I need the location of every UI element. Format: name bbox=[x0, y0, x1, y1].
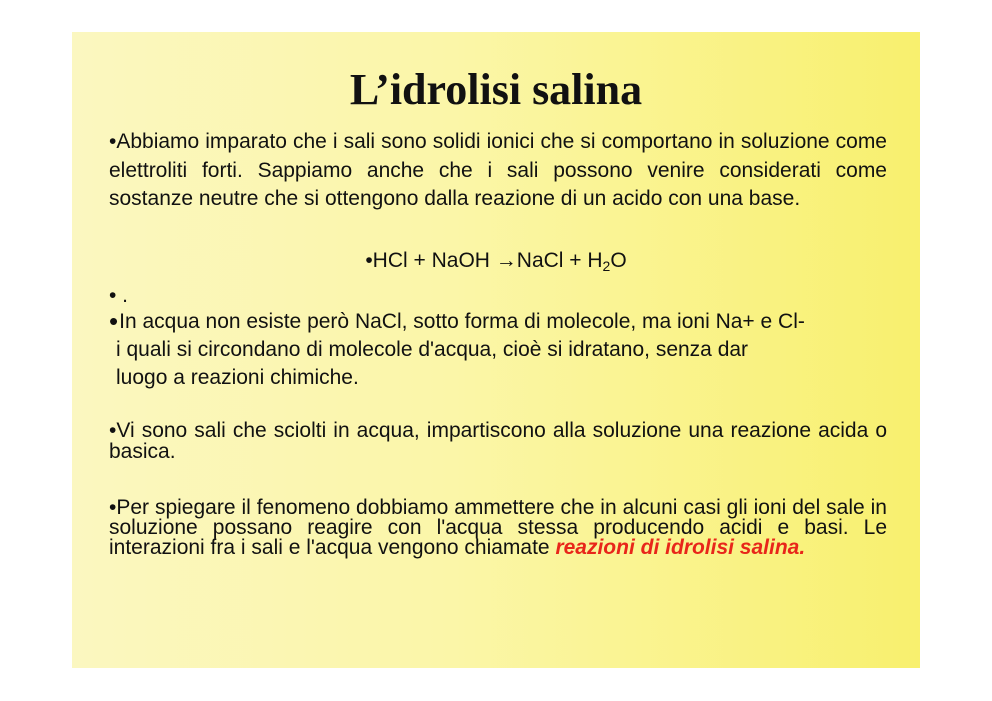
paragraph-sali-acidi-basici: •Vi sono sali che sciolti in acqua, impartiscono alla soluzione una reazione acida o basica. bbox=[109, 419, 887, 463]
bullet-marker: • bbox=[109, 306, 119, 336]
slide bbox=[72, 32, 920, 668]
highlight-term: reazioni di idrolisi salina. bbox=[555, 536, 806, 559]
empty-bullet-line: • . bbox=[109, 284, 129, 307]
reaction-equation bbox=[72, 248, 920, 274]
paragraph-line: luogo a reazioni chimiche. bbox=[116, 366, 359, 389]
paragraph-line: i quali si circondano di molecole d'acqua, cioè si idratano, senza dar bbox=[116, 338, 749, 361]
paragraph-nacl-in-acqua bbox=[109, 308, 899, 392]
paragraph-text: •Per spiegare il fenomeno dobbiamo ammettere che in alcuni casi gli ioni del sale in soluzione possano reagire con l'acqua stessa producendo acidi e basi. Le interazioni fra i sali e l'acqua vengono chiamate bbox=[109, 496, 887, 559]
paragraph-line: In acqua non esiste però NaCl, sotto forma di molecole, ma ioni Na+ e Cl- bbox=[119, 310, 805, 333]
slide-title: L’idrolisi salina bbox=[349, 65, 643, 114]
equation-main: •HCl + NaOH →NaCl + H bbox=[365, 249, 603, 272]
equation-subscript: 2 bbox=[602, 258, 611, 274]
paragraph-sali-ionici: •Abbiamo imparato che i sali sono solidi ionici che si comportano in soluzione come elettroliti forti. Sappiamo anche che i sali possono venire considerati come sostanze neutre che si ottengono dalla reazione di un acido con una base. bbox=[109, 130, 887, 210]
paragraph-idrolisi bbox=[109, 498, 887, 558]
equation-suffix: O bbox=[610, 249, 627, 272]
